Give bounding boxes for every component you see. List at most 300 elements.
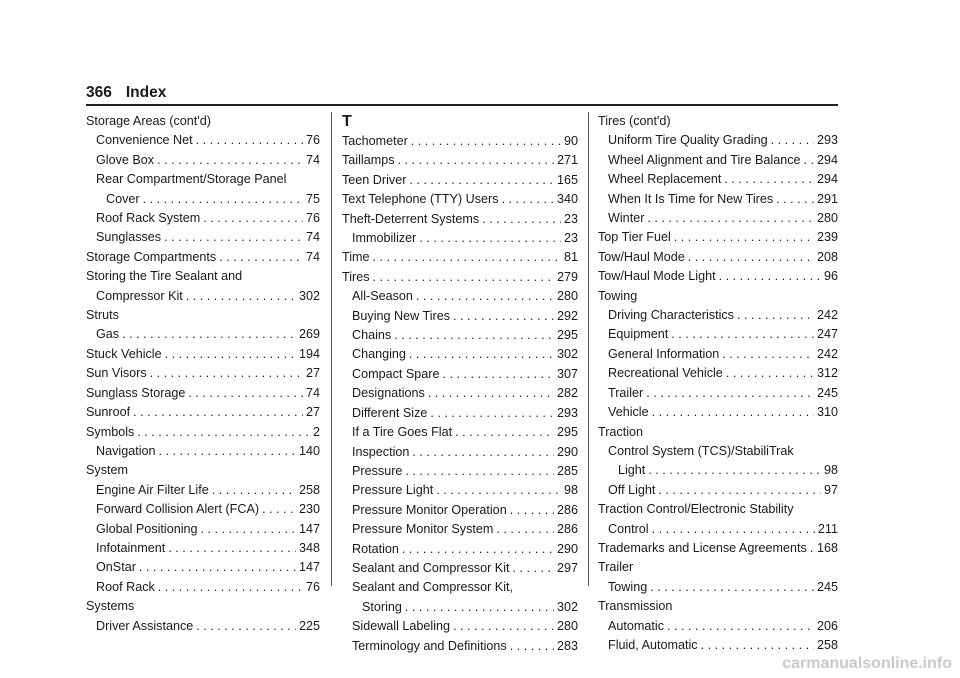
page-ref: 239 bbox=[816, 230, 838, 245]
entry-term: Trailer bbox=[608, 385, 644, 400]
dot-leader bbox=[168, 539, 296, 558]
index-entry bbox=[342, 637, 578, 656]
entry-term: Pressure Light bbox=[352, 483, 434, 498]
index-entry bbox=[342, 326, 578, 345]
dot-leader bbox=[157, 151, 303, 170]
index-entry bbox=[598, 248, 838, 267]
entry-term: Time bbox=[342, 250, 370, 265]
index-entry bbox=[86, 617, 320, 636]
index-entry bbox=[598, 578, 838, 597]
index-entry bbox=[342, 171, 578, 190]
index-entry bbox=[86, 306, 320, 325]
entry-term: Forward Collision Alert (FCA) bbox=[96, 502, 260, 517]
dot-leader bbox=[646, 384, 814, 403]
index-entry bbox=[342, 345, 578, 364]
entry-term: Towing bbox=[608, 579, 648, 594]
page-ref: 290 bbox=[556, 444, 578, 459]
entry-term: Sidewall Labeling bbox=[352, 619, 451, 634]
page-ref: 23 bbox=[563, 211, 578, 226]
entry-term: Pressure Monitor System bbox=[352, 522, 494, 537]
dot-leader bbox=[409, 345, 554, 364]
index-entry bbox=[86, 481, 320, 500]
index-entry bbox=[342, 190, 578, 209]
page-ref: 27 bbox=[305, 366, 320, 381]
page-ref: 286 bbox=[556, 502, 578, 517]
page-ref: 194 bbox=[298, 346, 320, 361]
page-ref: 96 bbox=[823, 269, 838, 284]
index-entry bbox=[342, 268, 578, 287]
index-entry bbox=[342, 540, 578, 559]
entry-term: System bbox=[86, 463, 128, 478]
dot-leader bbox=[496, 520, 554, 539]
dot-leader bbox=[159, 442, 296, 461]
entry-term: Storing the Tire Sealant and bbox=[86, 269, 243, 284]
index-entry bbox=[598, 520, 838, 539]
entry-term: Teen Driver bbox=[342, 172, 407, 187]
page-ref: 147 bbox=[298, 521, 320, 536]
dot-leader bbox=[373, 268, 554, 287]
dot-leader bbox=[158, 578, 303, 597]
entry-term: Traction bbox=[598, 424, 644, 439]
entry-term: Control System (TCS)/StabiliTrak bbox=[608, 443, 794, 458]
dot-leader bbox=[394, 326, 554, 345]
dot-leader bbox=[402, 540, 554, 559]
index-entry bbox=[86, 500, 320, 519]
dot-leader bbox=[726, 364, 814, 383]
dot-leader bbox=[196, 131, 303, 150]
entry-term: Pressure bbox=[352, 463, 403, 478]
dot-leader bbox=[771, 131, 814, 150]
index-entry bbox=[598, 403, 838, 422]
page-ref: 293 bbox=[556, 405, 578, 420]
dot-leader bbox=[137, 423, 310, 442]
index-entry bbox=[86, 345, 320, 364]
index-entry bbox=[342, 132, 578, 151]
page-ref: 280 bbox=[556, 619, 578, 634]
page-header bbox=[86, 84, 166, 102]
index-entry bbox=[598, 287, 838, 306]
entry-term: Towing bbox=[598, 288, 638, 303]
entry-term: Engine Air Filter Life bbox=[96, 482, 209, 497]
page-ref: 286 bbox=[556, 522, 578, 537]
dot-leader bbox=[674, 228, 814, 247]
dot-leader bbox=[262, 500, 296, 519]
index-entry bbox=[342, 365, 578, 384]
entry-term: General Information bbox=[608, 346, 720, 361]
index-entry bbox=[86, 461, 320, 480]
index-entry bbox=[342, 501, 578, 520]
dot-leader bbox=[453, 307, 554, 326]
page-ref: 208 bbox=[816, 249, 838, 264]
dot-leader bbox=[373, 248, 561, 267]
page-ref: 348 bbox=[298, 540, 320, 555]
entry-term: Changing bbox=[352, 347, 406, 362]
dot-leader bbox=[513, 559, 554, 578]
page-ref: 242 bbox=[816, 346, 838, 361]
page-ref: 307 bbox=[556, 366, 578, 381]
entry-term: All-Season bbox=[352, 289, 413, 304]
page-ref: 140 bbox=[298, 443, 320, 458]
dot-leader bbox=[443, 365, 554, 384]
dot-leader bbox=[810, 539, 814, 558]
index-entry bbox=[598, 636, 838, 655]
entry-term: Roof Rack System bbox=[96, 211, 201, 226]
index-entry bbox=[598, 131, 838, 150]
entry-term: Systems bbox=[86, 599, 135, 614]
page-ref: 74 bbox=[305, 249, 320, 264]
index-entry bbox=[598, 364, 838, 383]
index-column-3 bbox=[598, 112, 838, 655]
dot-leader bbox=[409, 171, 554, 190]
dot-leader bbox=[652, 520, 815, 539]
entry-term: Stuck Vehicle bbox=[86, 346, 162, 361]
dot-leader bbox=[186, 287, 296, 306]
index-entry bbox=[598, 190, 838, 209]
entry-term: Rotation bbox=[352, 541, 399, 556]
index-entry bbox=[342, 443, 578, 462]
index-entry bbox=[598, 325, 838, 344]
dot-leader bbox=[453, 617, 554, 636]
index-entry bbox=[86, 364, 320, 383]
entry-term: Tow/Haul Mode Light bbox=[598, 269, 716, 284]
index-entry bbox=[342, 404, 578, 423]
page-ref: 282 bbox=[556, 386, 578, 401]
index-entry bbox=[598, 267, 838, 286]
entry-term: Symbols bbox=[86, 424, 135, 439]
dot-leader bbox=[430, 404, 554, 423]
index-entry bbox=[598, 481, 838, 500]
entry-term: Struts bbox=[86, 308, 119, 323]
index-entry bbox=[86, 190, 320, 209]
entry-term: Buying New Tires bbox=[352, 308, 450, 323]
index-entry bbox=[342, 229, 578, 248]
entry-term: Light bbox=[618, 463, 646, 478]
page-ref: 312 bbox=[816, 366, 838, 381]
entry-term: Different Size bbox=[352, 405, 428, 420]
dot-leader bbox=[648, 461, 821, 480]
entry-term: Immobilizer bbox=[352, 231, 417, 246]
dot-leader bbox=[650, 578, 814, 597]
entry-term: Wheel Replacement bbox=[608, 172, 722, 187]
dot-leader bbox=[219, 248, 303, 267]
page-ref: 302 bbox=[556, 347, 578, 362]
dot-leader bbox=[652, 403, 814, 422]
index-entry bbox=[86, 442, 320, 461]
index-entry bbox=[598, 170, 838, 189]
entry-term: Sun Visors bbox=[86, 366, 147, 381]
entry-term: Equipment bbox=[608, 327, 669, 342]
dot-leader bbox=[196, 617, 296, 636]
entry-term: Sunglass Storage bbox=[86, 385, 186, 400]
index-entry bbox=[86, 287, 320, 306]
entry-term: Compact Spare bbox=[352, 366, 440, 381]
index-entry bbox=[342, 578, 578, 597]
dot-leader bbox=[122, 325, 296, 344]
page-ref: 258 bbox=[298, 482, 320, 497]
entry-term: Storage Compartments bbox=[86, 249, 217, 264]
index-entry bbox=[598, 597, 838, 616]
index-entry bbox=[86, 131, 320, 150]
dot-leader bbox=[482, 210, 561, 229]
index-entry bbox=[598, 500, 838, 519]
entry-term: Sealant and Compressor Kit bbox=[352, 560, 510, 575]
entry-term: Control bbox=[608, 521, 649, 536]
page-ref: 302 bbox=[556, 599, 578, 614]
dot-leader bbox=[405, 598, 554, 617]
index-entry bbox=[598, 306, 838, 325]
dot-leader bbox=[411, 132, 561, 151]
entry-term: Wheel Alignment and Tire Balance bbox=[608, 152, 801, 167]
entry-term: Sunroof bbox=[86, 405, 131, 420]
index-entry bbox=[86, 325, 320, 344]
entry-term: Pressure Monitor Operation bbox=[352, 502, 507, 517]
page-ref: 225 bbox=[298, 618, 320, 633]
index-entry bbox=[86, 423, 320, 442]
dot-leader bbox=[510, 637, 554, 656]
page-ref: 74 bbox=[305, 152, 320, 167]
page-ref: 230 bbox=[298, 502, 320, 517]
page-ref: 292 bbox=[556, 308, 578, 323]
page-ref: 76 bbox=[305, 133, 320, 148]
index-column-2 bbox=[342, 112, 578, 656]
entry-term: Navigation bbox=[96, 443, 156, 458]
page-ref: 75 bbox=[305, 191, 320, 206]
dot-leader bbox=[139, 558, 296, 577]
page-ref: 293 bbox=[816, 133, 838, 148]
page-ref: 269 bbox=[298, 327, 320, 342]
page-ref: 98 bbox=[823, 463, 838, 478]
entry-term: Trademarks and License Agreements bbox=[598, 540, 807, 555]
dot-leader bbox=[412, 443, 554, 462]
dot-leader bbox=[143, 190, 303, 209]
index-entry bbox=[598, 384, 838, 403]
dot-leader bbox=[150, 364, 303, 383]
entry-term: Sealant and Compressor Kit, bbox=[352, 580, 514, 595]
dot-leader bbox=[405, 462, 554, 481]
dot-leader bbox=[647, 209, 814, 228]
entry-term: Text Telephone (TTY) Users bbox=[342, 192, 499, 207]
index-entry bbox=[86, 578, 320, 597]
page-ref: 283 bbox=[556, 638, 578, 653]
page-ref: 297 bbox=[556, 560, 578, 575]
page-ref: 280 bbox=[556, 289, 578, 304]
page-ref: 27 bbox=[305, 405, 320, 420]
page-ref: 247 bbox=[816, 327, 838, 342]
page-ref: 258 bbox=[816, 637, 838, 652]
dot-leader bbox=[737, 306, 814, 325]
entry-term: Convenience Net bbox=[96, 133, 193, 148]
dot-leader bbox=[398, 151, 554, 170]
page-ref: 340 bbox=[556, 192, 578, 207]
page-ref: 294 bbox=[816, 172, 838, 187]
page-ref: 76 bbox=[305, 579, 320, 594]
page-ref: 98 bbox=[563, 483, 578, 498]
entry-term: Roof Rack bbox=[96, 579, 155, 594]
page-ref: 295 bbox=[556, 328, 578, 343]
index-entry bbox=[342, 307, 578, 326]
entry-term: When It Is Time for New Tires bbox=[608, 191, 774, 206]
dot-leader bbox=[804, 151, 814, 170]
page-ref: 290 bbox=[556, 541, 578, 556]
page-ref: 76 bbox=[305, 211, 320, 226]
index-entry bbox=[342, 384, 578, 403]
dot-leader bbox=[510, 501, 554, 520]
column-divider bbox=[331, 112, 332, 586]
page-ref: 302 bbox=[298, 288, 320, 303]
entry-term: Infotainment bbox=[96, 540, 166, 555]
dot-leader bbox=[203, 209, 303, 228]
page-ref: 97 bbox=[823, 482, 838, 497]
dot-leader bbox=[688, 248, 814, 267]
entry-term: Taillamps bbox=[342, 153, 395, 168]
dot-leader bbox=[133, 403, 303, 422]
dot-leader bbox=[722, 345, 814, 364]
entry-term: If a Tire Goes Flat bbox=[352, 425, 453, 440]
entry-term: Vehicle bbox=[608, 405, 649, 420]
entry-term: OnStar bbox=[96, 560, 136, 575]
index-entry bbox=[86, 209, 320, 228]
entry-term: Theft-Deterrent Systems bbox=[342, 211, 480, 226]
index-entry bbox=[598, 423, 838, 442]
index-entry bbox=[598, 112, 838, 131]
page-title: Index bbox=[125, 84, 167, 101]
index-column-1 bbox=[86, 112, 320, 636]
index-entry bbox=[342, 520, 578, 539]
page-ref: 74 bbox=[305, 385, 320, 400]
entry-term: Winter bbox=[608, 211, 645, 226]
page-ref: 295 bbox=[556, 425, 578, 440]
index-entry bbox=[342, 559, 578, 578]
dot-leader bbox=[719, 267, 821, 286]
index-entry bbox=[86, 151, 320, 170]
entry-term: Rear Compartment/Storage Panel bbox=[96, 172, 287, 187]
page-ref: 245 bbox=[816, 579, 838, 594]
index-entry bbox=[342, 617, 578, 636]
dot-leader bbox=[428, 384, 554, 403]
entry-term: Storing bbox=[362, 599, 402, 614]
entry-term: Trailer bbox=[598, 560, 634, 575]
header-rule bbox=[86, 104, 838, 106]
dot-leader bbox=[201, 520, 296, 539]
entry-term: Sunglasses bbox=[96, 230, 162, 245]
index-entry bbox=[342, 287, 578, 306]
entry-term: Automatic bbox=[608, 618, 664, 633]
watermark: carmanualsonline.info bbox=[782, 655, 952, 672]
index-entry bbox=[598, 617, 838, 636]
entry-term: Tachometer bbox=[342, 134, 408, 148]
page-ref: 168 bbox=[816, 540, 838, 555]
entry-term: Tires bbox=[342, 269, 370, 284]
dot-leader bbox=[436, 481, 561, 500]
dot-leader bbox=[701, 636, 814, 655]
entry-term: Fluid, Automatic bbox=[608, 637, 698, 652]
entry-term: Designations bbox=[352, 386, 425, 401]
dot-leader bbox=[164, 228, 303, 247]
index-entry bbox=[86, 267, 320, 286]
page-ref: 90 bbox=[563, 134, 578, 148]
index-entry bbox=[86, 558, 320, 577]
dot-leader bbox=[165, 345, 296, 364]
page-ref: 271 bbox=[556, 153, 578, 168]
entry-term: Traction Control/Electronic Stability bbox=[598, 502, 794, 517]
index-entry bbox=[86, 403, 320, 422]
index-entry bbox=[342, 210, 578, 229]
entry-term: Uniform Tire Quality Grading bbox=[608, 133, 768, 148]
index-entry bbox=[342, 598, 578, 617]
page-ref: 245 bbox=[816, 385, 838, 400]
index-entry bbox=[86, 112, 320, 131]
page-ref: 280 bbox=[816, 211, 838, 226]
page-ref: 147 bbox=[298, 560, 320, 575]
dot-leader bbox=[188, 384, 303, 403]
entry-term: Chains bbox=[352, 328, 392, 343]
entry-term: Tires (cont'd) bbox=[598, 114, 671, 128]
entry-term: Off Light bbox=[608, 482, 656, 497]
index-entry bbox=[598, 558, 838, 577]
index-entry bbox=[86, 228, 320, 247]
page-ref: 242 bbox=[816, 308, 838, 323]
dot-leader bbox=[671, 325, 814, 344]
entry-term: Driver Assistance bbox=[96, 618, 194, 633]
entry-term: Driving Characteristics bbox=[608, 308, 734, 323]
page-ref: 74 bbox=[305, 230, 320, 245]
page-ref: 2 bbox=[312, 424, 320, 439]
entry-term: Inspection bbox=[352, 444, 410, 459]
index-entry bbox=[342, 462, 578, 481]
index-entry bbox=[598, 209, 838, 228]
index-entry bbox=[342, 151, 578, 170]
index-entry bbox=[86, 520, 320, 539]
index-entry bbox=[598, 442, 838, 461]
page-ref: 279 bbox=[556, 269, 578, 284]
column-divider bbox=[588, 112, 589, 586]
entry-term: Storage Areas (cont'd) bbox=[86, 114, 211, 128]
entry-term: Glove Box bbox=[96, 152, 155, 167]
page-ref: 211 bbox=[817, 521, 838, 536]
index-entry bbox=[86, 170, 320, 189]
page-ref: 81 bbox=[563, 250, 578, 265]
dot-leader bbox=[416, 287, 554, 306]
index-entry bbox=[86, 248, 320, 267]
page-ref: 23 bbox=[563, 231, 578, 246]
entry-term: Gas bbox=[96, 327, 120, 342]
entry-term: Cover bbox=[106, 191, 140, 206]
dot-leader bbox=[667, 617, 814, 636]
index-entry bbox=[598, 345, 838, 364]
index-entry bbox=[86, 539, 320, 558]
section-letter: T bbox=[342, 113, 352, 130]
entry-term: Recreational Vehicle bbox=[608, 366, 723, 381]
index-entry bbox=[598, 228, 838, 247]
entry-term: Tow/Haul Mode bbox=[598, 249, 685, 264]
dot-leader bbox=[419, 229, 561, 248]
index-entry bbox=[598, 461, 838, 480]
dot-leader bbox=[455, 423, 554, 442]
dot-leader bbox=[502, 190, 554, 209]
index-entry bbox=[86, 597, 320, 616]
entry-term: Top Tier Fuel bbox=[598, 230, 671, 245]
dot-leader bbox=[776, 190, 814, 209]
entry-term: Compressor Kit bbox=[96, 288, 183, 303]
index-entry bbox=[598, 539, 838, 558]
index-entry bbox=[86, 384, 320, 403]
page-ref: 294 bbox=[816, 152, 838, 167]
page-ref: 291 bbox=[816, 191, 838, 206]
dot-leader bbox=[212, 481, 296, 500]
page-number: 366 bbox=[86, 84, 112, 101]
page-ref: 285 bbox=[556, 463, 578, 478]
dot-leader bbox=[724, 170, 814, 189]
